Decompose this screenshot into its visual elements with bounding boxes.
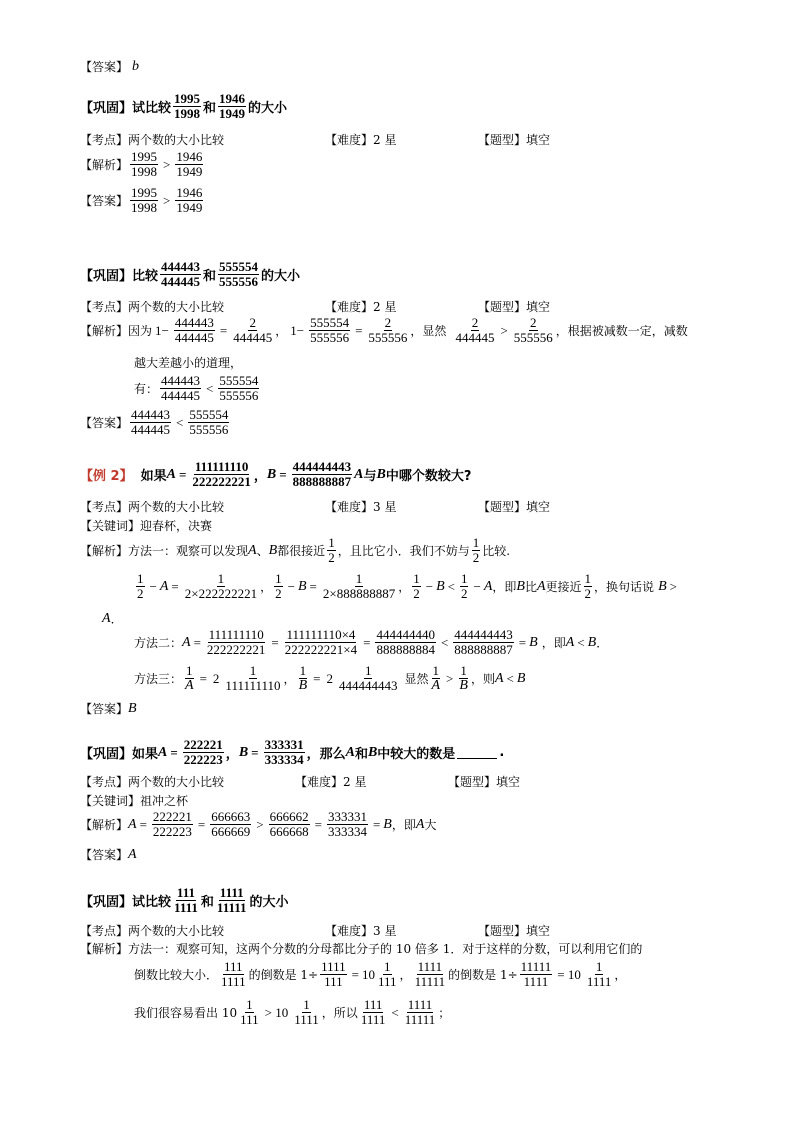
fraction: $\frac{1}{2\times 888888887}$ xyxy=(322,571,396,601)
fraction: 555554 555556 xyxy=(219,259,259,289)
analysis-text: 更接近 xyxy=(545,580,582,594)
fraction: 444443 444445 xyxy=(131,407,171,437)
var: B xyxy=(529,634,538,650)
math-op: < xyxy=(506,670,514,686)
analysis-text: ，且比它小．我们不妨与 xyxy=(337,544,470,558)
analysis-text: ． xyxy=(110,612,123,626)
keyword-value: 迎春杯，决赛 xyxy=(140,519,213,533)
math-op: > xyxy=(669,578,677,594)
math-op: = xyxy=(271,634,279,650)
analysis-text: ，即 xyxy=(391,818,416,832)
fraction: 2 444445 xyxy=(455,315,495,345)
problem-title xyxy=(80,260,300,289)
math-op: = xyxy=(518,634,527,650)
analysis-text: 比较. xyxy=(482,544,511,558)
analysis-tag: 【解析】 xyxy=(80,818,129,832)
var: A xyxy=(128,816,137,832)
analysis-text: ，换句话说 xyxy=(594,580,655,594)
fraction: 1995 1998 xyxy=(174,91,201,121)
answer-tag: 【答案】 xyxy=(80,194,129,208)
meta-tag: 【题型】 xyxy=(478,500,527,514)
var: B xyxy=(383,816,392,832)
meta-tag: 【考点】 xyxy=(80,924,129,938)
math-num: 2 xyxy=(326,670,333,686)
math-op: < xyxy=(176,414,184,430)
fraction: $\frac{1}{2\times 222222221}$ xyxy=(184,571,258,601)
meta-value: 填空 xyxy=(526,133,551,147)
analysis-text: ，则 xyxy=(470,672,495,686)
answer-line xyxy=(80,846,137,863)
fraction: $\frac{1}{A}$ xyxy=(185,663,194,693)
analysis-text: 方法一：观察可以发现 xyxy=(128,544,249,558)
fraction: 1 2 xyxy=(137,571,144,601)
analysis-text: 比 xyxy=(524,580,537,594)
fraction: 1 2 xyxy=(328,535,335,565)
meta-tag: 【难度】 xyxy=(295,775,344,789)
fraction: 1 2 xyxy=(472,535,480,565)
problem-title xyxy=(80,92,287,121)
math-op: > xyxy=(500,322,508,338)
var: A xyxy=(536,578,546,594)
meta-tag: 【考点】 xyxy=(80,775,129,789)
var: A xyxy=(565,634,575,650)
var: B xyxy=(587,634,597,650)
math-op: = xyxy=(372,816,381,832)
fraction: $\frac{1111}{111}$ xyxy=(321,959,346,989)
fraction: $\frac{666662}{666668}$ xyxy=(269,809,309,839)
analysis-line xyxy=(80,940,642,957)
answer-value: B xyxy=(128,700,137,716)
fraction: 111 1111 xyxy=(174,885,198,915)
meta-tag: 【题型】 xyxy=(478,300,527,314)
answer-line xyxy=(80,408,231,437)
fraction: $\frac{111111110}{222222221}$ xyxy=(206,627,266,657)
meta-tag: 【难度】 xyxy=(325,500,374,514)
fraction: 1 1111 xyxy=(586,959,612,989)
math-op: − xyxy=(425,578,434,594)
analysis-line xyxy=(102,610,123,627)
var: A xyxy=(494,670,504,686)
math-op: − xyxy=(149,578,157,594)
problem-text: 和 xyxy=(203,101,217,116)
analysis-line xyxy=(80,810,436,839)
answer-line xyxy=(80,700,137,717)
math-op: > xyxy=(256,816,264,832)
analysis-text: 、 xyxy=(256,544,269,558)
var: B xyxy=(376,466,386,482)
keyword-tag: 【关键词】 xyxy=(80,794,141,808)
math-op: < xyxy=(206,380,214,396)
answer-tag: 【答案】 xyxy=(80,848,129,862)
analysis-text: ， xyxy=(398,580,411,594)
analysis-tag: 【解析】 xyxy=(80,158,129,172)
meta-value: 填空 xyxy=(496,775,521,789)
math-op: − xyxy=(287,578,295,594)
analysis-text: 方法二： xyxy=(134,636,183,650)
problem-text: 试比较 xyxy=(132,101,172,116)
problem-tag: 【巩固】 xyxy=(80,895,133,910)
fraction: 2 555556 xyxy=(513,315,553,345)
analysis-text: ， xyxy=(399,968,412,982)
math-op: − xyxy=(473,578,481,594)
analysis-text: ，即 xyxy=(492,580,517,594)
meta-value: 2 星 xyxy=(373,133,397,147)
answer-tag: 【答案】 xyxy=(80,416,129,430)
var: B xyxy=(297,578,307,594)
meta-tag: 【考点】 xyxy=(80,133,129,147)
mixed-number: 10 1 111 xyxy=(362,959,397,989)
problem-text: 中较大的数是 xyxy=(377,747,456,762)
fraction: 1 2 xyxy=(413,571,420,601)
problem-text: 的大小 xyxy=(249,895,289,910)
math-op: 1− xyxy=(290,322,305,338)
analysis-text: 的倒数是 1÷ xyxy=(448,968,518,982)
problem-text: ， xyxy=(225,747,239,762)
var: B xyxy=(516,670,526,686)
fraction: 1995 1998 xyxy=(131,185,158,215)
math-num: 2 xyxy=(212,670,220,686)
fraction: 1946 1949 xyxy=(176,185,203,215)
fraction: 1 1111 xyxy=(294,997,319,1027)
meta-tag: 【难度】 xyxy=(325,133,374,147)
math-op: = 10 xyxy=(557,966,581,982)
analysis-text: 的倒数是 1÷ xyxy=(248,968,319,982)
fraction: 1995 1998 xyxy=(131,149,158,179)
problem-text: . xyxy=(499,745,505,760)
math-op: = xyxy=(139,816,147,832)
problem-title xyxy=(80,738,504,767)
meta-line xyxy=(80,773,521,790)
analysis-line xyxy=(134,572,680,601)
fraction: $\frac{444444443}{888888887}$ xyxy=(292,459,352,489)
example-title xyxy=(80,460,471,489)
fraction: $\frac{111111110\times 4}{222222221\times 4}$ xyxy=(284,627,358,657)
math-op: = xyxy=(219,322,228,338)
fraction: 444443 444445 xyxy=(161,259,201,289)
math-op: > xyxy=(163,156,171,172)
math-op: = xyxy=(197,816,206,832)
meta-tag: 【难度】 xyxy=(325,924,374,938)
analysis-text: ． xyxy=(596,636,609,650)
math-op: = xyxy=(313,670,321,686)
var: A xyxy=(102,610,111,626)
answer-tag: 【答案】 xyxy=(80,702,129,716)
analysis-text: ； xyxy=(438,1006,451,1020)
fraction: 1 111111110 xyxy=(225,663,281,693)
meta-value: 填空 xyxy=(526,300,551,314)
fraction: 1 444444443 xyxy=(338,663,398,693)
analysis-text: 因为 xyxy=(128,324,153,338)
analysis-text: 倒数比较大小． xyxy=(134,968,219,982)
var: B xyxy=(268,542,278,558)
problem-text: 试比较 xyxy=(132,895,172,910)
problem-text: ，那么 xyxy=(306,747,346,762)
answer-line xyxy=(80,186,205,215)
meta-tag: 【难度】 xyxy=(325,300,374,314)
fraction: 1111 11111 xyxy=(216,885,247,915)
analysis-text: ，即 xyxy=(541,636,566,650)
var: B xyxy=(367,744,378,760)
analysis-text: 方法三： xyxy=(134,672,183,686)
meta-value: 两个数的大小比较 xyxy=(128,924,225,938)
var: A xyxy=(166,466,176,482)
fraction: $\frac{2}{555556}$ xyxy=(368,315,408,345)
fraction: $\frac{444444440}{888888884}$ xyxy=(376,627,435,657)
analysis-line xyxy=(134,354,242,371)
var: A xyxy=(354,466,364,482)
var: B xyxy=(516,578,525,594)
problem-tag: 【巩固】 xyxy=(80,747,133,762)
fraction: 111 1111 xyxy=(221,959,246,989)
problem-text: 和 xyxy=(200,895,214,910)
fraction: 444443 444445 xyxy=(161,373,201,403)
problem-text: 与 xyxy=(363,469,377,484)
meta-line xyxy=(80,131,551,148)
example-tag: 例 2 xyxy=(93,469,120,484)
fraction: 111 1111 xyxy=(360,997,386,1027)
analysis-text: ， xyxy=(614,968,627,982)
fraction: $\frac{555554}{555556}$ xyxy=(310,315,350,345)
analysis-text: 大 xyxy=(424,818,437,832)
math-op: = xyxy=(355,322,363,338)
var: B xyxy=(238,744,249,760)
problem-tag: 【巩固】 xyxy=(80,269,133,284)
math-op: > 10 xyxy=(264,1004,289,1020)
problem-text: 和 xyxy=(203,269,217,284)
answer-value: b xyxy=(132,58,140,74)
fraction: $\frac{444443}{444445}$ xyxy=(174,315,214,345)
math-op: = xyxy=(171,578,179,594)
problem-title xyxy=(80,886,289,915)
meta-tag: 【题型】 xyxy=(448,775,497,789)
answer-value: A xyxy=(128,846,137,862)
analysis-line xyxy=(134,374,261,403)
analysis-text: 显然 xyxy=(404,672,429,686)
keyword-tag: 【关键词】 xyxy=(80,519,141,533)
analysis-line xyxy=(80,316,688,345)
keyword-line xyxy=(80,792,188,809)
math-op: = xyxy=(351,966,359,982)
math-op: = xyxy=(170,744,178,760)
fraction: 1946 1949 xyxy=(176,149,203,179)
fraction: 1 B xyxy=(459,663,468,693)
fraction: 1946 1949 xyxy=(219,91,246,121)
fraction: 1111 11111 xyxy=(414,959,446,989)
fraction: $\frac{333331}{333334}$ xyxy=(264,737,304,767)
keyword-value: 祖冲之杯 xyxy=(140,794,189,808)
var: B xyxy=(436,578,445,594)
analysis-text: 都很接近 xyxy=(277,544,326,558)
math-op: = xyxy=(279,466,287,482)
meta-value: 两个数的大小比较 xyxy=(128,500,225,514)
var: B xyxy=(266,466,277,482)
var: A xyxy=(483,578,493,594)
fraction: $\frac{333331}{333334}$ xyxy=(327,809,367,839)
analysis-line xyxy=(80,150,205,179)
analysis-text: ， xyxy=(283,672,296,686)
answer-tag: 【答案】 xyxy=(80,60,129,74)
var: A xyxy=(415,816,425,832)
meta-value: 两个数的大小比较 xyxy=(128,300,225,314)
var: A xyxy=(159,578,169,594)
math-op: 1− xyxy=(155,322,169,338)
meta-value: 填空 xyxy=(526,924,551,938)
math-op: = xyxy=(309,578,317,594)
problem-text: ， xyxy=(253,469,267,484)
math-op: < xyxy=(577,634,585,650)
meta-value: 2 星 xyxy=(373,300,397,314)
analysis-text: ， xyxy=(275,324,288,338)
answer-blank xyxy=(457,746,497,759)
analysis-text: 有： xyxy=(134,382,159,396)
example-tag: 【 xyxy=(80,469,94,484)
fraction: 1 111 xyxy=(240,997,259,1027)
analysis-text: ， xyxy=(260,580,273,594)
var: A xyxy=(248,542,257,558)
analysis-line xyxy=(134,998,450,1027)
analysis-line xyxy=(80,536,510,565)
math-op: = xyxy=(363,634,371,650)
fraction: $\frac{2}{444445}$ xyxy=(233,315,273,345)
math-op: = xyxy=(178,466,187,482)
fraction: $\frac{111111110}{222222221}$ xyxy=(192,459,251,489)
meta-tag: 【考点】 xyxy=(80,500,129,514)
fraction: $\frac{11111}{1111}$ xyxy=(520,959,552,989)
fraction: $\frac{666663}{666669}$ xyxy=(211,809,251,839)
problem-text: 和 xyxy=(354,747,368,762)
meta-value: 3 星 xyxy=(373,500,397,514)
problem-text: 中哪个数较大? xyxy=(385,469,472,484)
analysis-line xyxy=(134,960,626,989)
var: A xyxy=(182,634,191,650)
meta-value: 2 星 xyxy=(343,775,367,789)
meta-value: 3 星 xyxy=(373,924,397,938)
var: A xyxy=(345,744,355,760)
analysis-text: 越大差越小的道理， xyxy=(134,356,243,370)
answer-line xyxy=(80,58,139,75)
math-op: > xyxy=(163,192,171,208)
math-op: < xyxy=(447,578,455,594)
analysis-tag: 【解析】 xyxy=(80,544,129,558)
analysis-text: ，所以 xyxy=(321,1006,358,1020)
problem-text: 的大小 xyxy=(248,101,288,116)
fraction: 1 2 xyxy=(275,571,282,601)
problem-text: 比较 xyxy=(132,269,159,284)
analysis-line xyxy=(134,628,608,657)
analysis-text: ，显然 xyxy=(410,324,447,338)
fraction: $\frac{1}{B}$ xyxy=(298,663,308,693)
analysis-line xyxy=(134,664,525,693)
var: A xyxy=(158,744,168,760)
meta-value: 填空 xyxy=(526,500,551,514)
example-tag: 】 xyxy=(119,469,133,484)
fraction: 1 2 xyxy=(460,571,468,601)
meta-line xyxy=(80,922,551,939)
keyword-line xyxy=(80,517,212,534)
problem-text: 如果 xyxy=(140,469,167,484)
var: B xyxy=(658,578,667,594)
meta-tag: 【题型】 xyxy=(478,924,527,938)
fraction: $\frac{444444443}{888888887}$ xyxy=(454,627,513,657)
math-op: < xyxy=(440,634,449,650)
analysis-tag: 【解析】 xyxy=(80,324,129,338)
analysis-text: 方法一：观察可知，这两个分数的分母都比分子的 10 倍多 1．对于这样的分数，可以利用它们的 xyxy=(128,942,643,956)
problem-text: 的大小 xyxy=(261,269,301,284)
meta-line xyxy=(80,498,551,515)
problem-tag: 【巩固】 xyxy=(80,101,133,116)
analysis-text: ，根据被减数一定，减数 xyxy=(555,324,688,338)
meta-tag: 【考点】 xyxy=(80,300,129,314)
fraction: 555554 555556 xyxy=(219,373,259,403)
fraction: 1111 11111 xyxy=(404,997,436,1027)
meta-value: 两个数的大小比较 xyxy=(128,133,225,147)
math-op: < xyxy=(391,1004,399,1020)
meta-value: 两个数的大小比较 xyxy=(128,775,225,789)
fraction: $\frac{222221}{222223}$ xyxy=(152,809,192,839)
problem-text: 如果 xyxy=(132,747,159,762)
fraction: 555554 555556 xyxy=(189,407,229,437)
math-op: > xyxy=(446,670,454,686)
meta-line xyxy=(80,298,551,315)
fraction: $\frac{222221}{222223}$ xyxy=(183,737,223,767)
math-op: = xyxy=(193,634,201,650)
math-op: = xyxy=(199,670,207,686)
fraction: 1 A xyxy=(431,663,441,693)
meta-tag: 【题型】 xyxy=(478,133,527,147)
math-op: = xyxy=(314,816,322,832)
fraction: 1 2 xyxy=(584,571,592,601)
math-op: = xyxy=(251,744,259,760)
analysis-tag: 【解析】 xyxy=(80,942,129,956)
analysis-text: 我们很容易看出 10 xyxy=(134,1006,238,1020)
